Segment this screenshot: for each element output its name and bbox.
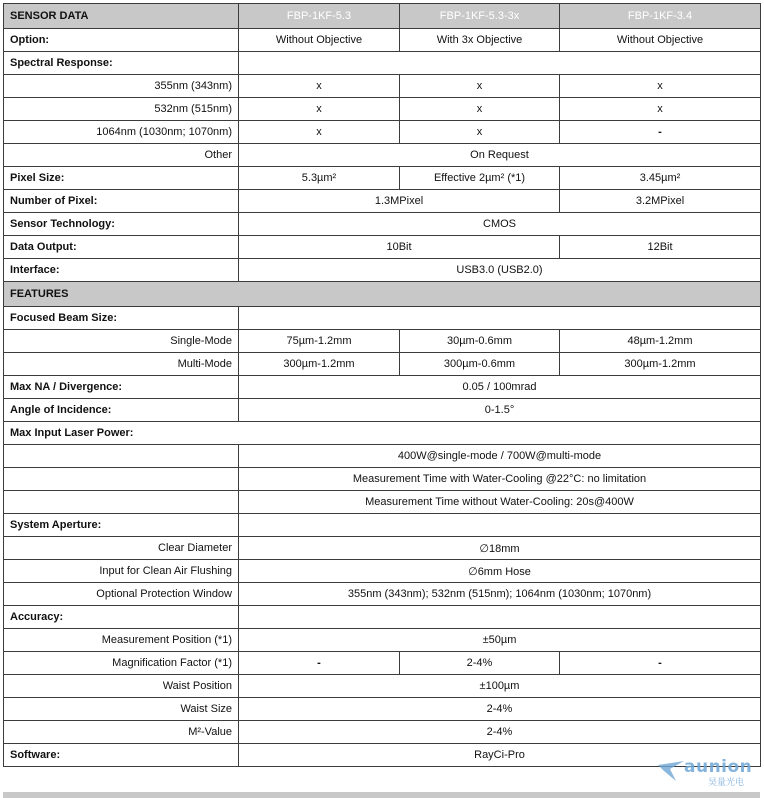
cell-value: 48µm-1.2mm (560, 330, 761, 353)
table-row (4, 98, 761, 121)
cell-empty (239, 606, 761, 629)
logo-subtitle: 昊量光电 (708, 777, 745, 787)
table-row (4, 259, 761, 282)
cell-value: 10Bit (239, 236, 560, 259)
cell-value: x (560, 98, 761, 121)
cell-value: Measurement Time without Water-Cooling: 20s@400W (239, 491, 761, 514)
row-label: Data Output: (4, 236, 239, 259)
row-sublabel: M²-Value (4, 721, 239, 744)
row-sublabel: Clear Diameter (4, 537, 239, 560)
cell-value: On Request (239, 144, 761, 167)
table-row (4, 236, 761, 259)
cell-value: x (239, 121, 400, 144)
features-heading: FEATURES (4, 282, 761, 307)
cell-value: 1.3MPixel (239, 190, 560, 213)
row-sublabel: Waist Size (4, 698, 239, 721)
table-row (4, 167, 761, 190)
cell-value: RayCi-Pro (239, 744, 761, 767)
cell-value: 300µm-0.6mm (400, 353, 560, 376)
cell-value: x (239, 75, 400, 98)
row-sublabel: Waist Position (4, 675, 239, 698)
table-row (4, 330, 761, 353)
row-sublabel: Magnification Factor (*1) (4, 652, 239, 675)
model-heading: FBP-1KF-5.3 (239, 4, 400, 29)
table-row (4, 537, 761, 560)
table-row (4, 75, 761, 98)
cell-value: ±50µm (239, 629, 761, 652)
cell-value: 2-4% (239, 721, 761, 744)
model-heading: FBP-1KF-5.3-3x (400, 4, 560, 29)
cell-value: USB3.0 (USB2.0) (239, 259, 761, 282)
cell-value: With 3x Objective (400, 29, 560, 52)
row-label: Option: (4, 29, 239, 52)
header-row (4, 4, 761, 29)
bottom-divider-band (3, 792, 760, 798)
cell-value: x (400, 75, 560, 98)
row-sublabel: Multi-Mode (4, 353, 239, 376)
cell-empty (239, 514, 761, 537)
row-label: Interface: (4, 259, 239, 282)
row-sublabel: Input for Clean Air Flushing (4, 560, 239, 583)
table-row (4, 583, 761, 606)
row-sublabel: Optional Protection Window (4, 583, 239, 606)
spec-table (3, 3, 761, 767)
cell-value: - (560, 652, 761, 675)
table-row (4, 29, 761, 52)
table-row (4, 213, 761, 236)
cell-value: x (400, 98, 560, 121)
row-label: Software: (4, 744, 239, 767)
cell-value: 3.2MPixel (560, 190, 761, 213)
cell-value: 2-4% (400, 652, 560, 675)
table-row (4, 353, 761, 376)
table-row (4, 514, 761, 537)
row-label: Focused Beam Size: (4, 307, 239, 330)
row-sublabel: 1064nm (1030nm; 1070nm) (4, 121, 239, 144)
table-row (4, 744, 761, 767)
table-row (4, 190, 761, 213)
table-row (4, 698, 761, 721)
cell-value: ±100µm (239, 675, 761, 698)
sensor-data-heading: SENSOR DATA (4, 4, 239, 29)
table-row (4, 675, 761, 698)
row-sublabel: 355nm (343nm) (4, 75, 239, 98)
cell-value: 355nm (343nm); 532nm (515nm); 1064nm (1030nm; 1070nm) (239, 583, 761, 606)
cell-empty (4, 445, 239, 468)
row-label: Number of Pixel: (4, 190, 239, 213)
row-label: Max NA / Divergence: (4, 376, 239, 399)
cell-value: 5.3µm² (239, 167, 400, 190)
features-header-row (4, 282, 761, 307)
cell-value: 0.05 / 100mrad (239, 376, 761, 399)
row-sublabel: Measurement Position (*1) (4, 629, 239, 652)
cell-value: 400W@single-mode / 700W@multi-mode (239, 445, 761, 468)
table-row (4, 652, 761, 675)
table-row (4, 721, 761, 744)
cell-value: Effective 2µm² (*1) (400, 167, 560, 190)
cell-value: 3.45µm² (560, 167, 761, 190)
row-sublabel: Single-Mode (4, 330, 239, 353)
table-row (4, 399, 761, 422)
table-row (4, 629, 761, 652)
row-label: Pixel Size: (4, 167, 239, 190)
cell-empty (4, 468, 239, 491)
row-label: Spectral Response: (4, 52, 239, 75)
cell-value: 0-1.5° (239, 399, 761, 422)
cell-value: CMOS (239, 213, 761, 236)
cell-value: - (560, 121, 761, 144)
table-row (4, 307, 761, 330)
table-row (4, 422, 761, 445)
cell-value: x (560, 75, 761, 98)
row-label: Accuracy: (4, 606, 239, 629)
model-heading: FBP-1KF-3.4 (560, 4, 761, 29)
table-row (4, 52, 761, 75)
cell-value: ∅6mm Hose (239, 560, 761, 583)
cell-value: x (239, 98, 400, 121)
cell-value: x (400, 121, 560, 144)
cell-value: Measurement Time with Water-Cooling @22°C: no limitation (239, 468, 761, 491)
cell-value: 300µm-1.2mm (239, 353, 400, 376)
cell-value: Without Objective (560, 29, 761, 52)
table-row (4, 491, 761, 514)
cell-value: 300µm-1.2mm (560, 353, 761, 376)
cell-value: 30µm-0.6mm (400, 330, 560, 353)
cell-value: ∅18mm (239, 537, 761, 560)
table-row (4, 376, 761, 399)
cell-empty (4, 491, 239, 514)
cell-value: 12Bit (560, 236, 761, 259)
cell-value: 75µm-1.2mm (239, 330, 400, 353)
row-label: Sensor Technology: (4, 213, 239, 236)
cell-value: 2-4% (239, 698, 761, 721)
cell-value: - (239, 652, 400, 675)
logo-arrow-icon (656, 759, 686, 783)
table-row (4, 606, 761, 629)
cell-empty (239, 307, 761, 330)
row-label: System Aperture: (4, 514, 239, 537)
table-row (4, 468, 761, 491)
table-row (4, 144, 761, 167)
row-sublabel: Other (4, 144, 239, 167)
table-row (4, 560, 761, 583)
cell-empty (239, 52, 761, 75)
cell-value: Without Objective (239, 29, 400, 52)
logo-wordmark: aunion (684, 757, 753, 777)
aunion-logo (656, 757, 756, 789)
row-label: Max Input Laser Power: (4, 422, 761, 445)
table-row (4, 445, 761, 468)
table-row (4, 121, 761, 144)
row-label: Angle of Incidence: (4, 399, 239, 422)
row-sublabel: 532nm (515nm) (4, 98, 239, 121)
